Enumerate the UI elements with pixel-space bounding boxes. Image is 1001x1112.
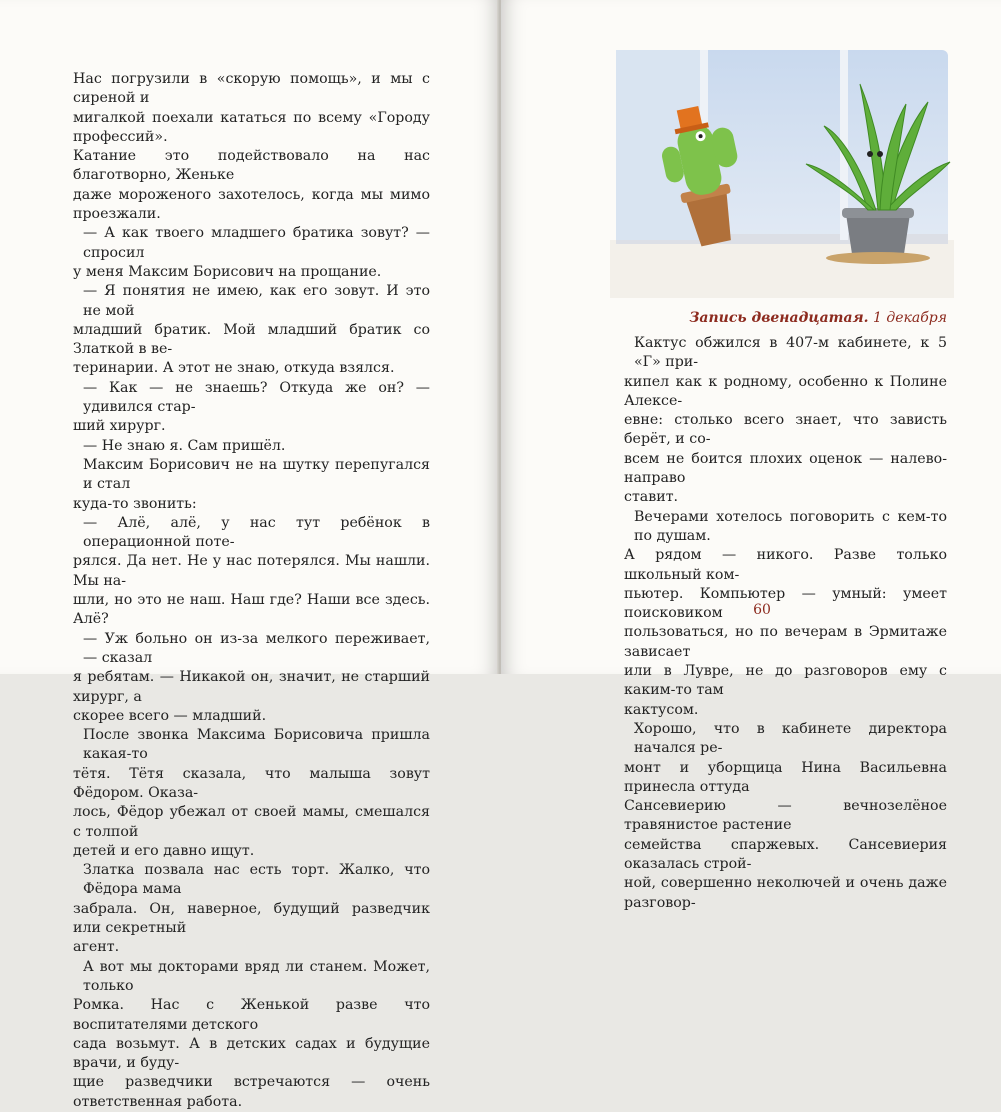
text-line: даже мороженого захотелось, когда мы мимо проезжали. (73, 186, 430, 223)
text-line: А вот мы докторами вряд ли станем. Может, только (83, 958, 430, 994)
cactus-and-sansevieria-illustration (610, 44, 954, 298)
text-line: куда-то звонить: (73, 495, 197, 512)
text-line: агент. (73, 939, 120, 956)
text-line: Златка позвала нас есть торт. Жалко, что Фёдора мама (83, 862, 430, 898)
text-line: пользоваться, но по вечерам в Эрмитаже зависает (624, 624, 947, 660)
right-page-text (624, 334, 947, 913)
text-line: детей и его давно ищут. (73, 842, 255, 859)
text-line: Сансевиерию — вечнозелёное травянистое растение (624, 798, 947, 834)
text-line: лось, Фёдор убежал от своей мамы, смешался с толпой (73, 804, 430, 840)
text-line: всем не боится плохих оценок — налево-направо (624, 450, 947, 487)
text-line: щие разведчики встречаются — очень ответственная работа. (73, 1074, 430, 1110)
text-line: ной, совершенно неколючей и очень даже разговор- (624, 875, 947, 911)
text-line: ставит. (624, 489, 679, 506)
text-line: или в Лувре, не до разговоров ему с каким-то там (624, 663, 947, 699)
text-line: младший братик. Мой младший братик со Златкой в ве- (73, 321, 430, 358)
text-line: кипел как к родному, особенно к Полине Алексе- (624, 373, 947, 409)
left-page (0, 0, 499, 1110)
text-line: пьютер. Компьютер — умный: умеет поисковиком (624, 585, 947, 622)
text-line: Ромка. Нас с Женькой разве что воспитателями детского (73, 997, 430, 1033)
text-line: сада возьмут. А в детских садах и будущие врачи, и буду- (73, 1035, 430, 1072)
text-line: мигалкой поехали кататься по всему «Городу профессий». (73, 109, 430, 145)
text-line: семейства спаржевых. Сансевиерия оказалась строй- (624, 836, 947, 873)
page-number: 60 (753, 602, 771, 618)
text-line: — Уж больно он из-за мелкого переживает, — сказал (83, 630, 430, 666)
text-line: Кактус обжился в 407-м кабинете, к 5 «Г» при- (634, 335, 947, 371)
text-line: — Не знаю я. Сам пришёл. (83, 437, 286, 454)
text-line: — Как — не знаешь? Откуда же он? — удивился стар- (83, 379, 430, 416)
chapter-heading (624, 310, 947, 326)
text-line: кактусом. (624, 701, 699, 718)
chapter-heading-title: Запись двенадцатая. (689, 310, 869, 326)
text-line: забрала. Он, наверное, будущий разведчик или секретный (73, 900, 430, 937)
right-page (501, 0, 1001, 911)
left-page-text (73, 70, 430, 1112)
text-line: рялся. Да нет. Не у нас потерялся. Мы нашли. Мы на- (73, 553, 430, 589)
text-line: ший хирург. (73, 418, 166, 435)
text-line: Максим Борисович не на шутку перепугался и стал (83, 456, 430, 493)
text-line: я ребятам. — Никакой он, значит, не старший хирург, а (73, 669, 430, 705)
text-line: После звонка Максима Борисовича пришла какая-то (83, 727, 430, 763)
text-line: — Я понятия не имею, как его зовут. И это не мой (83, 283, 430, 319)
text-line: монт и уборщица Нина Васильевна принесла оттуда (624, 759, 947, 795)
text-line: — Алё, алё, у нас тут ребёнок в операционной поте- (83, 514, 430, 551)
text-line: А рядом — никого. Разве только школьный ком- (624, 547, 947, 583)
chapter-heading-date: 1 декабря (873, 310, 947, 326)
text-line: Нас погрузили в «скорую помощь», и мы с сиреной и (73, 71, 430, 107)
text-line: шли, но это не наш. Наш где? Наши все здесь. Алё? (73, 592, 430, 628)
text-line: у меня Максим Борисович на прощание. (73, 263, 382, 280)
text-line: евне: столько всего знает, что зависть берёт, и со- (624, 412, 947, 448)
text-line: скорее всего — младший. (73, 707, 267, 724)
text-line: — А как твоего младшего братика зовут? — спросил (83, 225, 430, 261)
text-line: Вечерами хотелось поговорить с кем-то по душам. (634, 508, 947, 544)
text-line: тётя. Тётя сказала, что малыша зовут Фёдором. Оказа- (73, 765, 430, 801)
text-line: Хорошо, что в кабинете директора начался ре- (634, 720, 947, 757)
text-line: Катание это подействовало на нас благотворно, Женьке (73, 148, 430, 184)
text-line: теринарии. А этот не знаю, откуда взялся. (73, 360, 395, 377)
